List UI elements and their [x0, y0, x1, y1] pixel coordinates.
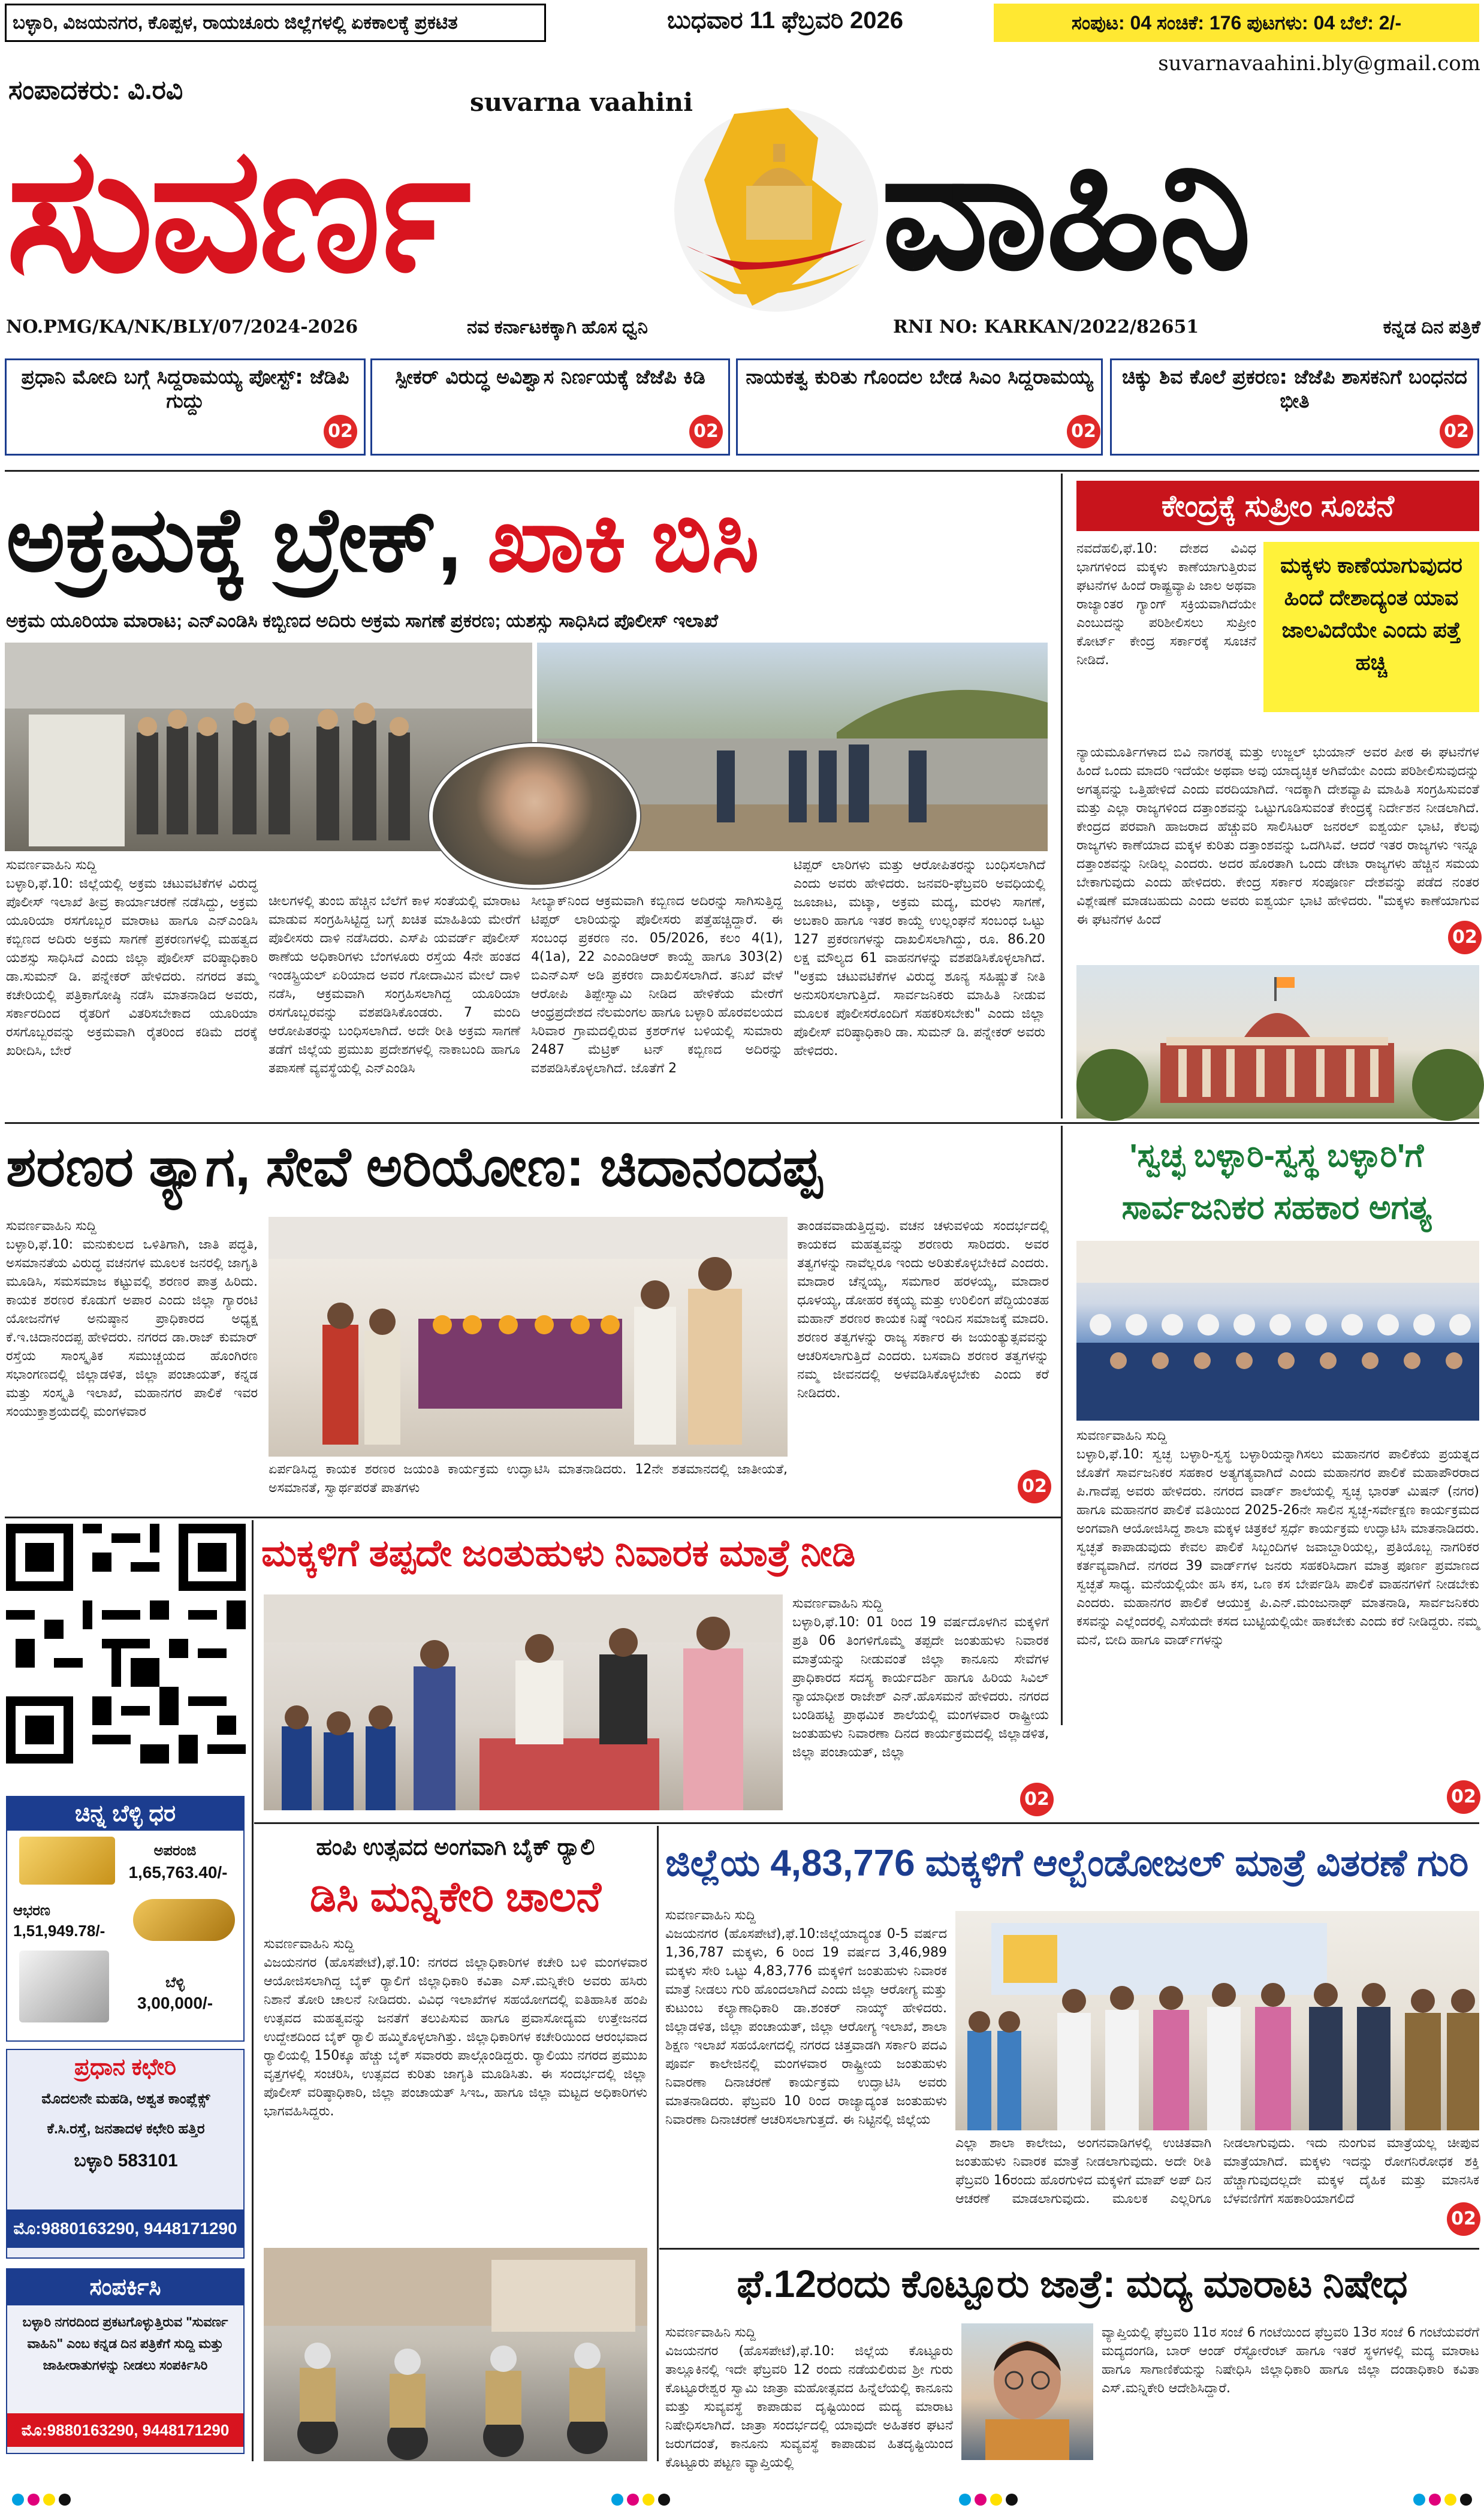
issue-info: ಸಂಪುಟ: 04 ಸಂಚಿಕೆ: 176 ಪುಟಗಳು: 04 ಬೆಲೆ: 2/- — [994, 4, 1479, 42]
teaser-2[interactable] — [370, 358, 730, 456]
edition-note: ಬಳ್ಳಾರಿ, ವಿಜಯನಗರ, ಕೊಪ್ಪಳ, ರಾಯಚೂರು ಜಿಲ್ಲೆಗಳಲ್ಲಿ ಏಕಕಾಲಕ್ಕೆ ಪ್ರಕಟಿತ — [5, 4, 546, 42]
headline-red: ಖಾಕಿ ಬಿಸಿ — [487, 489, 759, 590]
contact-box — [6, 2268, 245, 2454]
deworm-photo — [264, 1594, 783, 1810]
office-heading: ಪ್ರಧಾನ ಕಛೇರಿ — [74, 2055, 177, 2080]
swachha-headline: 'ಸ್ವಚ್ಛ ಬಳ್ಳಾರಿ-ಸ್ವಸ್ಥ ಬಳ್ಳಾರಿ'ಗೆ — [1129, 1138, 1424, 1174]
title-right: ವಾಹಿನಿ — [881, 116, 1250, 303]
albendazole-body: ಸುವರ್ಣವಾಹಿನಿ ಸುದ್ದಿ ವಿಜಯನಗರ (ಹೊಸಪೇಟೆ),ಫೆ.10:ಜಿಲ್ಲೆಯಾದ್ಯಂತ 0-5 ವರ್ಷದ 1,36,787 ಮಕ್ಕಳು, 6 ರಿಂದ 19 ವರ್ಷದ 3,46,989 ಮಕ್ಕಳು ಸೇರಿ ಒಟ್ಟು 4,83,776 ಮಕ್ಕಳಿಗೆ ಜಂತುಹುಳು ನಿವಾರಕ ಮಾತ್ರೆ ನೀಡಲು ಗುರಿ ಹೊಂದಲಾಗಿದೆ ಎಂದು ಜಿಲ್ಲಾ ಆರೋಗ್ಯ ಮತ್ತು ಕುಟುಂಬ ಕಲ್ಯಾಣಾಧಿಕಾರಿ ಡಾ.ಶಂಕರ್ ನಾಯ್ಕ್ ಹೇಳಿದರು. ಜಿಲ್ಲಾಡಳಿತ, ಜಿಲ್ಲಾ ಪಂಚಾಯತ್, ಜಿಲ್ಲಾ ಆರೋಗ್ಯ ಇಲಾಖೆ, ಶಾಲಾ ಶಿಕ್ಷಣ ಇಲಾಖೆ ಸಹಯೋಗದಲ್ಲಿ ನಗರದ ಚಿತ್ತವಾಡಗಿ ಸರ್ಕಾರಿ ಪದವಿ ಪೂರ್ವ ಕಾಲೇಜಿನಲ್ಲಿ ಮಂಗಳವಾರ ರಾಷ್ಟ್ರೀಯ ಜಂತುಹುಳು ನಿವಾರಣಾ ದಿನಾಚರಣೆ ಕಾರ್ಯಕ್ರಮ ಉದ್ಘಾಟಿಸಿ ಅವರು ಮಾತನಾಡಿದರು. ಫೆಬ್ರವರಿ 10 ರಿಂದ ರಾಜ್ಯಾದ್ಯಂತ ಜಂತುಹುಳು ನಿವಾರಣಾ ದಿನಾಚರಣೆ ಆಚರಿಸಲಾಗುತ್ತದೆ. ಈ ನಿಟ್ಟಿನಲ್ಲಿ ಜಿಲ್ಲೆಯ — [665, 1908, 947, 2127]
tagline: ನವ ಕರ್ನಾಟಕಕ್ಕಾಗಿ ಹೊಸ ಧ್ವನಿ — [467, 316, 648, 337]
deworm-headline: ಮಕ್ಕಳಿಗೆ ತಪ್ಪದೇ ಜಂತುಹುಳು ನಿವಾರಕ ಮಾತ್ರೆ ನೀಡಿ — [261, 1533, 856, 1574]
silver-label: ಬೆಳ್ಳಿ — [165, 1975, 185, 1991]
teaser-text: ಸ್ಪೀಕರ್ ವಿರುದ್ಧ ಅವಿಶ್ವಾಸ ನಿರ್ಣಯಕ್ಕೆ ಜೆಜೆಪಿ ಕಿಡಿ — [395, 365, 705, 388]
supreme-court-photo — [1076, 965, 1479, 1119]
hampi-headline: ಡಿಸಿ ಮನ್ನಿಕೇರಿ ಚಾಲನೆ — [309, 1873, 602, 1920]
english-name: suvarna vaahini — [469, 88, 693, 117]
registration-number: NO.PMG/KA/NK/BLY/07/2024-2026 — [6, 316, 358, 337]
teaser-text: ನಾಯಕತ್ವ ಕುರಿತು ಗೊಂದಲ ಬೇಡ ಸಿಎಂ ಸಿದ್ದರಾಮಯ್ಯ — [746, 365, 1093, 388]
divider — [252, 1520, 254, 2461]
hampi-body: ಸುವರ್ಣವಾಹಿನಿ ಸುದ್ದಿ ವಿಜಯನಗರ (ಹೊಸಪೇಟೆ),ಫೆ.10: ನಗರದ ಜಿಲ್ಲಾಧಿಕಾರಿಗಳ ಕಚೇರಿ ಬಳಿ ಮಂಗಳವಾರ ಆಯೋಜಿಸಲಾಗಿದ್ದ ಬೈಕ್ ರ್‍ಯಾಲಿಗೆ ಜಿಲ್ಲಾಧಿಕಾರಿ ಕವಿತಾ ಎಸ್.ಮನ್ನಿಕೇರಿ ಅವರು ಹಸಿರು ನಿಶಾನೆ ತೋರಿ ಚಾಲನೆ ನೀಡಿದರು. ವಿವಿಧ ಇಲಾಖೆಗಳ ಸಹಯೋಗದಲ್ಲಿ ಐತಿಹಾಸಿಕ ಹಂಪಿ ಉತ್ಸವದ ಮಹತ್ವವನ್ನು ಜನತೆಗೆ ತಲುಪಿಸುವ ಹಾಗೂ ಪ್ರವಾಸೋದ್ಯಮ ಉತ್ತೇಜನದ ಉದ್ದೇಶದಿಂದ ಬೈಕ್ ರ್‍ಯಾಲಿ ಹಮ್ಮಿಕೊಳ್ಳಲಾಗಿತ್ತು. ಜಿಲ್ಲಾಧಿಕಾರಿಗಳ ಕಚೇರಿಯಿಂದ ಆರಂಭವಾದ ರ್‍ಯಾಲಿಯಲ್ಲಿ 150ಕ್ಕೂ ಹೆಚ್ಚು ಬೈಕ್ ಸವಾರರು ಪಾಲ್ಗೊಂಡಿದ್ದರು. ರ್‍ಯಾಲಿಯು ನಗರದ ಪ್ರಮುಖ ವೃತ್ತಗಳಲ್ಲಿ ಸಂಚರಿಸಿ, ಉತ್ಸವದ ಕುರಿತು ಜಾಗೃತಿ ಮೂಡಿಸಿತು. ಈ ಸಂದರ್ಭದಲ್ಲಿ ಜಿಲ್ಲಾ ಪೊಲೀಸ್ ವರಿಷ್ಠಾಧಿಕಾರಿ, ಜಿಲ್ಲಾ ಪಂಚಾಯತ್ ಸಿಇಒ, ಹಾಗೂ ಜಿಲ್ಲಾ ಮಟ್ಟದ ಅಧಿಕಾರಿಗಳು ಭಾಗವಹಿಸಿದ್ದರು. — [264, 1937, 647, 2119]
teaser-text: ಪ್ರಧಾನಿ ಮೋದಿ ಬಗ್ಗೆ ಸಿದ್ದರಾಮಯ್ಯ ಪೋಸ್ಟ್: ಜೆಡಿಪಿ ಗುದ್ದು — [21, 365, 349, 412]
divider — [659, 2248, 1479, 2250]
page-badge: 02 — [1440, 415, 1473, 448]
page-badge: 02 — [1018, 1470, 1051, 1503]
lead-column-1: ಸುವರ್ಣವಾಹಿನಿ ಸುದ್ದಿ ಬಳ್ಳಾರಿ,ಫೆ.10: ಜಿಲ್ಲೆಯಲ್ಲಿ ಅಕ್ರಮ ಚಟುವಟಿಕೆಗಳ ವಿರುದ್ಧ ಪೊಲೀಸ್ ಇಲಾಖೆ ತೀವ್ರ ಕಾರ್ಯಾಚರಣೆ ನಡೆಸಿದ್ದು, ಅಕ್ರಮ ಯೂರಿಯಾ ರಸಗೊಬ್ಬರ ಮಾರಾಟ ಹಾಗೂ ಎನ್‌ಎಂಡಿಸಿ ಕಬ್ಬಿಣದ ಅದಿರು ಅಕ್ರಮ ಸಾಗಣೆ ಪ್ರಕರಣಗಳಲ್ಲಿ ಮಹತ್ವದ ಯಶಸ್ಸು ಸಾಧಿಸಿದೆ ಎಂದು ಜಿಲ್ಲಾ ಪೊಲೀಸ್ ವರಿಷ್ಠಾಧಿಕಾರಿ ಡಾ.ಸುಮನ್ ಡಿ. ಪನ್ನೇಕರ್ ಹೇಳಿದರು. ನಗರದ ತಮ್ಮ ಕಚೇರಿಯಲ್ಲಿ ಪತ್ರಿಕಾಗೋಷ್ಠಿ ನಡೆಸಿ ಮಾತನಾಡಿದ ಅವರು, ಸರ್ಕಾರದಿಂದ ರೈತರಿಗೆ ವಿತರಿಸಬೇಕಾದ ಯೂರಿಯಾ ರಸಗೊಬ್ಬರವನ್ನು ಅಕ್ರಮವಾಗಿ ರೈತರಿಂದ ಕಡಿಮೆ ದರಕ್ಕೆ ಖರೀದಿಸಿ, ಬೇರೆ — [6, 858, 258, 1059]
page-badge: 02 — [1067, 415, 1100, 448]
dc-portrait — [961, 2323, 1093, 2460]
supreme-column-narrow: ನವದೆಹಲಿ,ಫೆ.10: ದೇಶದ ವಿವಿಧ ಭಾಗಗಳಿಂದ ಮಕ್ಕಳು ಕಾಣೆಯಾಗುತ್ತಿರುವ ಘಟನೆಗಳ ಹಿಂದೆ ರಾಷ್ಟ್ರವ್ಯಾಪಿ ಜಾಲ ಅಥವಾ ರಾಜ್ಯಾಂತರ ಗ್ಯಾಂಗ್ ಸಕ್ರಿಯವಾಗಿದೆಯೇ ಎಂಬುದನ್ನು ಪರಿಶೀಲಿಸಲು ಸುಪ್ರೀಂ ಕೋರ್ಟ್ ಕೇಂದ್ರ ಸರ್ಕಾರಕ್ಕೆ ಸೂಚನೆ ನೀಡಿದೆ. — [1076, 541, 1256, 668]
kotturu-headline: ಫೆ.12ರಂದು ಕೊಟ್ಟೂರು ಜಾತ್ರೆ: ಮದ್ಯ ಮಾರಾಟ ನಿಷೇಧ — [737, 2262, 1408, 2305]
gold-label-1: ಅಪರಂಜಿ — [153, 1843, 197, 1859]
issue-date: ಬುಧವಾರ 11 ಫೆಬ್ರವರಿ 2026 — [666, 7, 904, 34]
divider — [1061, 474, 1063, 1119]
swachha-photo — [1076, 1241, 1479, 1421]
contact-body: ಬಳ್ಳಾರಿ ನಗರದಿಂದ ಪ್ರಕಟಗೊಳ್ಳುತ್ತಿರುವ "ಸುವರ್ಣ ವಾಹಿನಿ" ಎಂಬ ಕನ್ನಡ ದಿನ ಪತ್ರಿಕೆಗೆ ಸುದ್ದಿ ಮತ್ತು ಜಾಹೀರಾತುಗಳನ್ನು ನೀಡಲು ಸಂಪರ್ಕಿಸಿರಿ — [22, 2314, 228, 2373]
office-line-2: ಕೆ.ಸಿ.ರಸ್ತೆ, ಜನತಾದಳ ಕಛೇರಿ ಹತ್ತಿರ — [47, 2121, 205, 2137]
print-color-marks — [0, 2488, 1484, 2512]
karnataka-map-logo — [662, 90, 890, 336]
lead-column-2: ಚೀಲಗಳಲ್ಲಿ ತುಂಬಿ ಹೆಚ್ಚಿನ ಬೆಲೆಗೆ ಕಾಳ ಸಂತೆಯಲ್ಲಿ ಮಾರಾಟ ಮಾಡುವ ಸಂಗ್ರಹಿಸಿಟ್ಟಿದ್ದ ಬಗ್ಗೆ ಖಚಿತ ಮಾಹಿತಿಯ ಮೇರೆಗೆ ಪೊಲೀಸರು ದಾಳಿ ನಡೆಸಿದರು. ಎಸ್‌ಪಿ ಯವರ್ಡ್ ಪೊಲೀಸ್ ಠಾಣೆಯ ಅಧಿಕಾರಿಗಳು ಬೆಂಗಳೂರು ರಸ್ತೆಯ 4ನೇ ಹಂತದ ಇಂಡಸ್ಟ್ರಿಯಲ್ ಏರಿಯಾದ ಅವರ ಗೋದಾಮಿನ ಮೇಲೆ ದಾಳಿ ನಡೆಸಿ, ಆಕ್ರಮವಾಗಿ ಸಂಗ್ರಹಿಸಲಾಗಿದ್ದ ಯೂರಿಯಾ ರಸಗೊಬ್ಬರವನ್ನು ವಶಪಡಿಸಿಕೊಂಡರು. 7 ಮಂದಿ ಆರೋಪಿತರನ್ನು ಬಂಧಿಸಲಾಗಿದೆ. ಅದೇ ರೀತಿ ಅಕ್ರಮ ಸಾಗಣೆ ತಡೆಗೆ ಜಿಲ್ಲೆಯ ಪ್ರಮುಖ ಪ್ರದೇಶಗಳಲ್ಲಿ ನಾಕಾಬಂದಿ ಹಾಗೂ ತಪಾಸಣೆ ವ್ಯವಸ್ಥೆಯಲ್ಲಿ ಎನ್‌ಎಂಡಿಸಿ — [269, 894, 520, 1076]
lead-headline — [6, 480, 1061, 599]
swachha-subheadline: ಸಾರ್ವಜನಿಕರ ಸಹಕಾರ ಅಗತ್ಯ — [1121, 1188, 1432, 1226]
page-badge: 02 — [324, 415, 357, 448]
office-line-3: ಬಳ್ಳಾರಿ 583101 — [74, 2151, 178, 2171]
sharana-caption-row: ಏರ್ಪಡಿಸಿದ್ದ ಕಾಯಕ ಶರಣರ ಜಯಂತಿ ಕಾರ್ಯಕ್ರಮ ಉದ್ಘಾಟಿಸಿ ಮಾತನಾಡಿದರು. 12ನೇ ಶತಮಾನದಲ್ಲಿ ಜಾತೀಯತೆ, ಅಸಮಾನತೆ, ಸ್ವಾರ್ಥಪರತೆ ಪಾತಗಳು — [269, 1462, 788, 1496]
hampi-kicker: ಹಂಪಿ ಉತ್ಸವದ ಅಂಗವಾಗಿ ಬೈಕ್ ರ್‍ಯಾಲಿ — [316, 1835, 595, 1860]
hampi-rally-photo — [264, 2248, 647, 2461]
sp-portrait — [429, 743, 640, 888]
divider — [5, 470, 1479, 472]
supreme-banner: ಕೇಂದ್ರಕ್ಕೆ ಸುಪ್ರೀಂ ಸೂಚನೆ — [1076, 481, 1479, 531]
kotturu-column-2: ವ್ಯಾಪ್ತಿಯಲ್ಲಿ ಫೆಬ್ರವರಿ 11ರ ಸಂಜೆ 6 ಗಂಟೆಯಿಂದ ಫೆಬ್ರವರಿ 13ರ ಸಂಜೆ 6 ಗಂಟೆಯವರೆಗೆ ಮದ್ಯದಂಗಡಿ, ಬಾರ್ ಆಂಡ್ ರೆಸ್ಟೋರೆಂಟ್ ಹಾಗೂ ಇತರೆ ಸ್ಥಳಗಳಲ್ಲಿ ಮದ್ಯ ಮಾರಾಟ ಹಾಗೂ ಸಾಗಾಣಿಕೆಯನ್ನು ನಿಷೇಧಿಸಿ ಜಿಲ್ಲಾಧಿಕಾರಿ ಹಾಗೂ ಜಿಲ್ಲಾ ದಂಡಾಧಿಕಾರಿ ಕವಿತಾ ಎಸ್.ಮನ್ನಿಕೇರಿ ಆದೇಶಿಸಿದ್ದಾರೆ. — [1102, 2325, 1479, 2396]
teaser-1[interactable] — [5, 358, 366, 456]
albendazole-below-photo: ಎಲ್ಲಾ ಶಾಲಾ ಕಾಲೇಜು, ಅಂಗನವಾಡಿಗಳಲ್ಲಿ ಉಚಿತವಾಗಿ ಜಂತುಹುಳು ನಿವಾರಕ ಮಾತ್ರೆ ನೀಡಲಾಗುವುದು. ಅದೇ ರೀತಿ ಫೆಬ್ರವರಿ 16ರಂದು ಹೊರಗುಳಿದ ಮಕ್ಕಳಿಗೆ ಮಾಪ್ ಅಪ್ ದಿನ ಆಚರಣೆ ಮಾಡಲಾಗುವುದು. ಮೂಲಕ ಎಲ್ಲರಿಗೂ ನೀಡಲಾಗುವುದು. ಇದು ನುಂಗುವ ಮಾತ್ರೆಯಲ್ಲ ಚೀಪುವ ಮಾತ್ರೆಯಾಗಿದೆ. ಮಕ್ಕಳು ಇದನ್ನು ರೋಗನಿರೋಧಕ ಶಕ್ತಿ ಹೆಚ್ಚಾಗುವುದಲ್ಲದೇ ಮಕ್ಕಳ ದೈಹಿಕ ಮತ್ತು ಮಾನಸಿಕ ಬೆಳವಣಿಗೆಗೆ ಸಹಕಾರಿಯಾಗಲಿದೆ — [955, 2136, 1479, 2206]
paper-type: ಕನ್ನಡ ದಿನ ಪತ್ರಿಕೆ — [1383, 316, 1480, 337]
deworm-body: ಸುವರ್ಣವಾಹಿನಿ ಸುದ್ದಿ ಬಳ್ಳಾರಿ,ಫೆ.10: 01 ರಿಂದ 19 ವರ್ಷದೊಳಗಿನ ಮಕ್ಕಳಿಗೆ ಪ್ರತಿ 06 ತಿಂಗಳಿಗೊಮ್ಮೆ ತಪ್ಪದೇ ಜಂತುಹುಳು ನಿವಾರಕ ಮಾತ್ರೆಯನ್ನು ನೀಡುವಂತೆ ಜಿಲ್ಲಾ ಕಾನೂನು ಸೇವೆಗಳ ಪ್ರಾಧಿಕಾರದ ಸದಸ್ಯ ಕಾರ್ಯದರ್ಶಿ ಹಾಗೂ ಹಿರಿಯ ಸಿವಿಲ್ ನ್ಯಾಯಾಧೀಶ ರಾಜೇಶ್ ಎನ್.ಹೊಸಮನೆ ಹೇಳಿದರು. ನಗರದ ಬಂಡಿಹಟ್ಟಿ ಪ್ರಾಥಮಿಕ ಶಾಲೆಯಲ್ಲಿ ಮಂಗಳವಾರ ರಾಷ್ಟ್ರೀಯ ಜಂತುಹುಳು ನಿವಾರಣಾ ದಿನದ ಕಾರ್ಯಕ್ರಮದಲ್ಲಿ ಜಿಲ್ಲಾಡಳಿತ, ಜಿಲ್ಲಾ ಪಂಚಾಯತ್, ಜಿಲ್ಲಾ — [792, 1596, 1049, 1760]
sharana-column-1: ಸುವರ್ಣವಾಹಿನಿ ಸುದ್ದಿ ಬಳ್ಳಾರಿ,ಫೆ.10: ಮನುಕುಲದ ಒಳಿತಿಗಾಗಿ, ಜಾತಿ ಪದ್ಧತಿ, ಅಸಮಾನತೆಯ ವಿರುದ್ಧ ವಚನಗಳ ಮೂಲಕ ಜನರಲ್ಲಿ ಜಾಗೃತಿ ಮೂಡಿಸಿ, ಸಮಸಮಾಜ ಕಟ್ಟುವಲ್ಲಿ ಶರಣರ ಪಾತ್ರ ಹಿರಿದು. ಕಾಯಕ ಶರಣರ ಕೊಡುಗೆ ಅಪಾರ ಎಂದು ಜಿಲ್ಲಾ ಗ್ಯಾರಂಟಿ ಯೋಜನೆಗಳ ಅನುಷ್ಠಾನ ಪ್ರಾಧಿಕಾರದ ಅಧ್ಯಕ್ಷ ಕೆ.ಇ.ಚಿದಾನಂದಪ್ಪ ಹೇಳಿದರು. ನಗರದ ಡಾ.ರಾಜ್ ಕುಮಾರ್ ರಸ್ತೆಯ ಸಾಂಸ್ಕೃತಿಕ ಸಮುಚ್ಚಯದ ಹೊಂಗಿರಣ ಸಭಾಂಗಣದಲ್ಲಿ ಜಿಲ್ಲಾಡಳಿತ, ಜಿಲ್ಲಾ ಪಂಚಾಯತ್, ಕನ್ನಡ ಮತ್ತು ಸಂಸ್ಕೃತಿ ಇಲಾಖೆ, ಮಹಾನಗರ ಪಾಲಿಕೆ ಇವರ ಸಂಯುಕ್ತಾಶ್ರಯದಲ್ಲಿ ಮಂಗಳವಾರ — [6, 1219, 258, 1419]
page-badge: 02 — [1447, 1780, 1480, 1814]
gold-necklace-image — [133, 1899, 235, 1941]
silver-bars-image — [19, 1951, 109, 2022]
email-address: suvarnavaahini.bly@gmail.com — [1158, 52, 1480, 76]
contact-phone[interactable]: ಮೊ:9880163290, 9448171290 — [7, 2413, 243, 2447]
editor-name: ಸಂಪಾದಕರು: ವಿ.ರವಿ — [8, 76, 183, 105]
gold-label-2: ಆಭರಣ — [13, 1903, 50, 1919]
teaser-4[interactable] — [1110, 358, 1479, 456]
supreme-column-full: ನ್ಯಾಯಮೂರ್ತಿಗಳಾದ ಬಿವಿ ನಾಗರತ್ನ ಮತ್ತು ಉಜ್ಜಲ್ ಭುಯಾನ್ ಅವರ ಪೀಠ ಈ ಘಟನೆಗಳ ಹಿಂದೆ ಒಂದು ಮಾದರಿ ಇದೆಯೇ ಅಥವಾ ಅವು ಯಾದೃಚ್ಛಿಕ ಅಗಿವೆಯೇ ಎಂದು ಪರಿಶೀಲಿಸುವುದನ್ನು ಅಗತ್ಯವನ್ನು ಒತ್ತಿಹೇಳಿದೆ ಎಂದು ವರದಿಯಾಗಿದೆ. ಇದಕ್ಕಾಗಿ ದೇಶವ್ಯಾಪಿ ಮಾಹಿತಿ ಸಂಗ್ರಹಿಸುವಂತೆ ಮತ್ತು ಎಲ್ಲಾ ರಾಜ್ಯಗಳಿಂದ ದತ್ತಾಂಶವನ್ನು ಒಟ್ಟುಗೂಡಿಸುವಂತೆ ಕೇಂದ್ರಕ್ಕೆ ನಿರ್ದೇಶನ ನೀಡಲಾಗಿದೆ. ಕೇಂದ್ರದ ಪರವಾಗಿ ಹಾಜರಾದ ಹೆಚ್ಚುವರಿ ಸಾಲಿಸಿಟರ್ ಜನರಲ್ ಐಶ್ವರ್ಯ ಭಾಟಿ, ಕೆಲವು ರಾಜ್ಯಗಳು ಕಾಣೆಯಾದ ಮಕ್ಕಳ ಕುರಿತು ದತ್ತಾಂಶವನ್ನು ಒದಗಿಸಿವೆ. ಆದರೆ ಇತರ ರಾಜ್ಯಗಳು ಇನ್ನೂ ದತ್ತಾಂಶವನ್ನು ನೀಡಿಲ್ಲ ಎಂದರು. ಅದರ ಹೊರತಾಗಿ ಒಂದು ಡೇಟಾ ರಾಜ್ಯಗಳು ಹೆಚ್ಚಿನ ಸಮಯ ಬೇಕಾಗುವುದು ಎಂದು ಹೇಳಿದರು. ಕೇಂದ್ರ ಸರ್ಕಾರ ಸಂಪೂರ್ಣ ದೇಶವನ್ನು ಪಡೆದ ನಂತರ ವಿಶ್ಲೇಷಣೆ ಮಾಡಬಹುದು ಎಂದು ಅವರು ಐಶ್ವರ್ಯ ಭಾಟಿ ಹೇಳಿದರು. "ಮಕ್ಕಳು ಕಾಣೆಯಾಗುವ ಈ ಘಟನೆಗಳ ಹಿಂದೆ — [1076, 745, 1479, 927]
teaser-text: ಚಿಕ್ಕು ಶಿವ ಕೊಲೆ ಪ್ರಕರಣ: ಜೆಜೆಪಿ ಶಾಸಕನಿಗೆ ಬಂಧನದ ಭೀತಿ — [1121, 365, 1467, 412]
sharana-photo — [269, 1217, 788, 1457]
kotturu-column-1: ಸುವರ್ಣವಾಹಿನಿ ಸುದ್ದಿ ವಿಜಯನಗರ (ಹೊಸಪೇಟೆ),ಫೆ.10: ಜಿಲ್ಲೆಯ ಕೊಟ್ಟೂರು ತಾಲ್ಲೂಕಿನಲ್ಲಿ ಇದೇ ಫೆಬ್ರವರಿ 12 ರಂದು ನಡೆಯಲಿರುವ ಶ್ರೀ ಗುರು ಕೊಟ್ಟೂರೇಶ್ವರ ಸ್ವಾಮಿ ಜಾತ್ರಾ ಮಹೋತ್ಸವದ ಹಿನ್ನೆಲೆಯಲ್ಲಿ ಕಾನೂನು ಮತ್ತು ಸುವ್ಯವಸ್ಥೆ ಕಾಪಾಡುವ ದೃಷ್ಟಿಯಿಂದ ಮದ್ಯ ಮಾರಾಟ ನಿಷೇಧಿಸಲಾಗಿದೆ. ಜಾತ್ರಾ ಸಂದರ್ಭದಲ್ಲಿ ಯಾವುದೇ ಅಹಿತಕರ ಘಟನೆ ಜರುಗದಂತೆ, ಕಾನೂನು ಸುವ್ಯವಸ್ಥೆ ಕಾಪಾಡುವ ಹಿತದೃಷ್ಟಿಯಿಂದ ಕೊಟ್ಟೂರು ಪಟ್ಟಣ ವ್ಯಾಪ್ತಿಯಲ್ಲಿ — [665, 2325, 953, 2470]
page-badge: 02 — [1020, 1783, 1054, 1816]
gold-rate-box — [6, 1796, 245, 2042]
title-left: ಸುವರ್ಣ — [6, 113, 468, 307]
page-badge: 02 — [1447, 2202, 1480, 2236]
silver-value: 3,00,000/- — [137, 1994, 213, 2012]
swachha-body: ಸುವರ್ಣವಾಹಿನಿ ಸುದ್ದಿ ಬಳ್ಳಾರಿ,ಫೆ.10: ಸ್ವಚ್ಛ ಬಳ್ಳಾರಿ-ಸ್ವಸ್ಥ ಬಳ್ಳಾರಿಯನ್ನಾಗಿಸಲು ಮಹಾನಗರ ಪಾಲಿಕೆಯ ಪ್ರಯತ್ನದ ಜೊತೆಗೆ ಸಾರ್ವಜನಿಕರ ಸಹಕಾರ ಅತ್ಯಗತ್ಯವಾಗಿದೆ ಎಂದು ಮಹಾನಗರ ಪಾಲಿಕೆ ಮಹಾಪೌರರಾದ ಪಿ.ಗಾದೆಪ್ಪ ಅವರು ಹೇಳಿದರು. ನಗರದ ವಾರ್ಡ್ ಶಾಲೆಯಲ್ಲಿ ಸ್ವಚ್ಛ ಭಾರತ್ ಮಿಷನ್ (ನಗರ) ಹಾಗೂ ಮಹಾನಗರ ಪಾಲಿಕೆ ವತಿಯಿಂದ 2025-26ನೇ ಸಾಲಿನ ಸ್ವಚ್ಛ-ಸರ್ವೇಕ್ಷಣ ಕಾರ್ಯಕ್ರಮದ ಅಂಗವಾಗಿ ಆಯೋಜಿಸಿದ್ದ ಶಾಲಾ ಮಕ್ಕಳ ಚಿತ್ರಕಲೆ ಸ್ಪರ್ಧೆ ಕಾರ್ಯಕ್ರಮ ಉದ್ಘಾಟಿಸಿ ಮಾತನಾಡಿದರು. ಸ್ವಚ್ಛತೆ ಕಾಪಾಡುವುದು ಕೇವಲ ಪಾಲಿಕೆ ಸಿಬ್ಬಂದಿಗಳ ಜವಾಬ್ದಾರಿಯಲ್ಲ, ಪ್ರತಿಯೊಬ್ಬ ನಾಗರಿಕರ ಕರ್ತವ್ಯವಾಗಿದೆ. ನಗರದ 39 ವಾರ್ಡ್‌ಗಳ ಜನರು ಸಹಕರಿಸಿದಾಗ ಮಾತ್ರ ಪೂರ್ಣ ಪ್ರಮಾಣದ ಸ್ವಚ್ಛತೆ ಸಾಧ್ಯ. ಮನೆಯಲ್ಲಿಯೇ ಹಸಿ ಕಸ, ಒಣ ಕಸ ಬೇರ್ಪಡಿಸಿ ಪಾಲಿಕೆ ವಾಹನಗಳಿಗೆ ನೀಡಬೇಕು ಎಂದರು. ಮಹಾನಗರ ಪಾಲಿಕೆ ಆಯುಕ್ತ ಪಿ.ಎನ್.ಮಂಜುನಾಥ್ ಮಾತನಾಡಿ, ಸಾರ್ವಜನಿಕರು ಕಸವನ್ನು ಎಲ್ಲೆಂದರಲ್ಲಿ ಎಸೆಯದೇ ಕಸದ ಬುಟ್ಟಿಯಲ್ಲಿಯೇ ಹಾಕಬೇಕು ಎಂದು ಕರೆ ನೀಡಿದ್ದರು. ನಮ್ಮ ಮನೆ, ಬೀದಿ ಹಾಗೂ ವಾರ್ಡ್‌ಗಳನ್ನು — [1076, 1428, 1479, 1648]
rni-number: RNI NO: KARKAN/2022/82651 — [893, 316, 1199, 337]
page-badge: 02 — [1448, 921, 1482, 954]
qr-code[interactable] — [6, 1524, 246, 1764]
office-phone[interactable]: ಮೊ:9880163290, 9448171290 — [7, 2209, 243, 2248]
divider — [5, 1517, 1061, 1518]
lead-subhead: ಅಕ್ರಮ ಯೂರಿಯಾ ಮಾರಾಟ; ಎನ್‌ಎಂಡಿಸಿ ಕಬ್ಬಿಣದ ಅದಿರು ಅಕ್ರಮ ಸಾಗಣೆ ಪ್ರಕರಣ; ಯಶಸ್ಸು ಸಾಧಿಸಿದ ಪೊಲೀಸ್ ಇಲಾಖೆ — [6, 610, 719, 631]
headline-black: ಅಕ್ರಮಕ್ಕೆ ಬ್ರೇಕ್, — [6, 489, 462, 590]
sharana-column-2: ತಾಂಡವವಾಡುತ್ತಿದ್ದವು. ವಚನ ಚಳುವಳಿಯ ಸಂದರ್ಭದಲ್ಲಿ ಕಾಯಕದ ಮಹತ್ವವನ್ನು ಶರಣರು ಸಾರಿದರು. ಅವರ ತತ್ವಗಳನ್ನು ನಾವೆಲ್ಲರೂ ಇಂದು ಅರಿತುಕೊಳ್ಳಬೇಕಿದೆ ಎಂದರು. ಮಾದಾರ ಚೆನ್ನಯ್ಯ, ಸಮಗಾರ ಹರಳಯ್ಯ, ಮಾದಾರ ಧೂಳಯ್ಯ, ಡೋಹರ ಕಕ್ಕಯ್ಯ ಮತ್ತು ಉರಿಲಿಂಗ ಪೆದ್ದಿಯಂತಹ ಮಹಾನ್ ಶರಣರ ಕಾಯಕ ನಿಷ್ಠೆ ಇಂದಿನ ಸಮಾಜಕ್ಕೆ ಮಾದರಿ. ಶರಣರ ತತ್ವಗಳನ್ನು ರಾಜ್ಯ ಸರ್ಕಾರ ಈ ಜಯಂತ್ಯುತ್ಸವವನ್ನು ಆಚರಿಸಲಾಗುತ್ತಿದೆ ಎಂದರು. ಬಸವಾದಿ ಶರಣರ ತತ್ವಗಳನ್ನು ನಮ್ಮ ಜೀವನದಲ್ಲಿ ಅಳವಡಿಸಿಕೊಳ್ಳಬೇಕು ಎಂದು ಕರೆ ನೀಡಿದರು. — [797, 1219, 1049, 1401]
lead-column-3: ಸೀಬ್ಯಾಕ್‌ನಿಂದ ಆಕ್ರಮವಾಗಿ ಕಬ್ಬಿಣದ ಅದಿರನ್ನು ಸಾಗಿಸುತ್ತಿದ್ದ ಟಿಪ್ಪರ್ ಲಾರಿಯನ್ನು ಪೊಲೀಸರು ಪತ್ತೆಹಚ್ಚಿದ್ದಾರೆ. ಈ ಸಂಬಂಧ ಪ್ರಕರಣ ನಂ. 05/2026, ಕಲಂ 4(1), 4(1a), 22 ಎಂಎಂಡಿಆರ್ ಕಾಯ್ದೆ ಹಾಗೂ 303(2) ಬಿಎನ್‌ಎಸ್ ಅಡಿ ಪ್ರಕರಣ ದಾಖಲಿಸಲಾಗಿದೆ. ತನಿಖೆ ವೇಳೆ ಆರೋಪಿ ತಿಪ್ಪೇಸ್ವಾಮಿ ನೀಡಿದ ಹೇಳಿಕೆಯ ಮೇರೆಗೆ ಆಂಧ್ರಪ್ರದೇಶದ ನೆಲಮಂಗಲ ಹಾಗೂ ಬಳ್ಳಾರಿ ಹೊರವಲಯದ ಸಿರಿವಾರ ಗ್ರಾಮದಲ್ಲಿರುವ ಕ್ರಶರ್‌ಗಳ ಬಳಿಯಲ್ಲಿ ಸುಮಾರು 2487 ಮೆಟ್ರಿಕ್ ಟನ್ ಕಬ್ಬಿಣದ ಅದಿರನ್ನು ವಶಪಡಿಸಿಕೊಳ್ಳಲಾಗಿದೆ. ಜೊತೆಗೆ 2 — [531, 894, 783, 1076]
gold-rate-heading: ಚಿನ್ನ ಬೆಳ್ಳಿ ಧರ — [7, 1797, 243, 1831]
divider — [657, 1826, 659, 2461]
contact-heading: ಸಂಪರ್ಕಿಸಿ — [7, 2269, 243, 2305]
gold-value-2: 1,51,949.78/- — [13, 1922, 105, 1940]
divider — [1061, 1126, 1063, 1725]
divider — [254, 1822, 1479, 1824]
albendazole-photo — [955, 1911, 1479, 2130]
sharana-headline: ಶರಣರ ತ್ಯಾಗ, ಸೇವೆ ಅರಿಯೋಣ: ಚಿದಾನಂದಪ್ಪ — [6, 1137, 822, 1198]
teaser-3[interactable] — [736, 358, 1103, 456]
office-line-1: ಮೊದಲನೇ ಮಹಡಿ, ಅಶ್ವತ ಕಾಂಪ್ಲೆಕ್ಸ್ — [41, 2091, 210, 2107]
gold-bars-image — [19, 1837, 115, 1885]
lead-column-4: ಟಿಪ್ಪರ್ ಲಾರಿಗಳು ಮತ್ತು ಆರೋಪಿತರನ್ನು ಬಂಧಿಸಲಾಗಿದೆ ಎಂದು ಅವರು ಹೇಳಿದರು. ಜನವರಿ-ಫೆಬ್ರವರಿ ಅವಧಿಯಲ್ಲಿ ಜೂಜಾಟ, ಮಟ್ಕಾ, ಅಕ್ರಮ ಮದ್ಯ, ಮರಳು ಸಾಗಣೆ, ಅಬಕಾರಿ ಹಾಗೂ ಇತರ ಕಾಯ್ದೆ ಉಲ್ಲಂಘನೆ ಸಂಬಂಧ ಒಟ್ಟು 127 ಪ್ರಕರಣಗಳನ್ನು ದಾಖಲಿಸಲಾಗಿದ್ದು, ರೂ. 86.20 ಲಕ್ಷ ಮೌಲ್ಯದ 61 ವಾಹನಗಳನ್ನು ವಶಪಡಿಸಿಕೊಳ್ಳಲಾಗಿದೆ. "ಅಕ್ರಮ ಚಟುವಟಿಕೆಗಳ ವಿರುದ್ಧ ಶೂನ್ಯ ಸಹಿಷ್ಣುತೆ ನೀತಿ ಅನುಸರಿಸಲಾಗುತ್ತಿದೆ. ಸಾರ್ವಜನಿಕರು ಮಾಹಿತಿ ನೀಡುವ ಮೂಲಕ ಪೊಲೀಸರೊಂದಿಗೆ ಸಹಕರಿಸಬೇಕು" ಎಂದು ಜಿಲ್ಲಾ ಪೊಲೀಸ್ ವರಿಷ್ಠಾಧಿಕಾರಿ ಡಾ. ಸುಮನ್ ಡಿ. ಪನ್ನೇಕರ್ ಅವರು ಹೇಳಿದರು. — [794, 858, 1045, 1059]
gold-value-1: 1,65,763.40/- — [128, 1863, 228, 1882]
office-box — [6, 2049, 245, 2259]
page-badge: 02 — [689, 415, 723, 448]
supreme-pull-quote: ಮಕ್ಕಳು ಕಾಣೆಯಾಗುವುದರ ಹಿಂದೆ ದೇಶಾದ್ಯಂತ ಯಾವ ಜಾಲವಿದೆಯೇ ಎಂದು ಪತ್ತೆ ಹಚ್ಚಿ — [1263, 542, 1479, 712]
divider — [5, 1122, 1479, 1124]
albendazole-headline: ಜಿಲ್ಲೆಯ 4,83,776 ಮಕ್ಕಳಿಗೆ ಆಲ್ಬೆಂಡೋಜಲ್ ಮಾತ್ರೆ ವಿತರಣೆ ಗುರಿ — [665, 1843, 1469, 1884]
